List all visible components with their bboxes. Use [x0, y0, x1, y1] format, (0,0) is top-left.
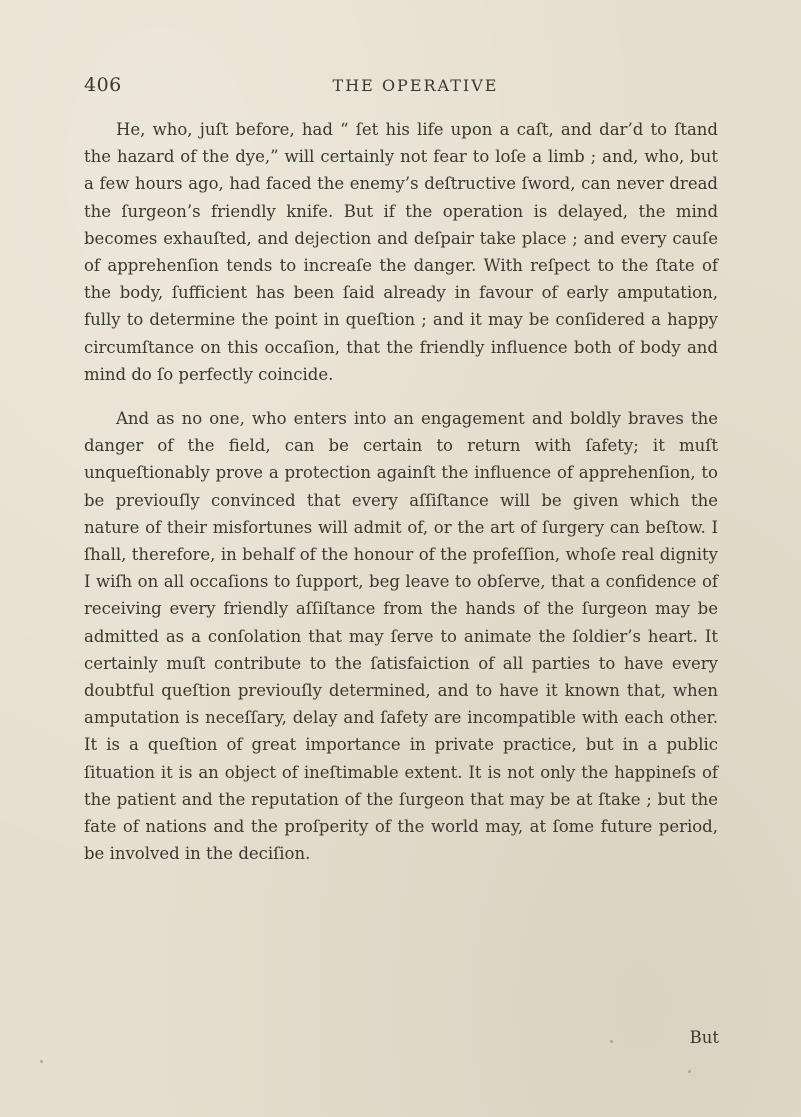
paper-speck: [610, 1040, 613, 1043]
paragraph-1: He, who, juſt before, had “ ſet his life upon a caſt, and dar’d to ſtand the hazard of the dye,” will certainly not fear to loſe a limb ; and, who, but a few hours ago, had faced the enemy’s deſtructive ſword, can never dread the ſurgeon’s friendly knife. But if the operation is delayed, the mind becomes exhauſted, and dejection and deſpair take place ; and every cauſe of apprehenſion tends to increaſe the danger. With reſpect to the ſtate of the body, ſufficient has been ſaid already in favour of early amputation, fully to determine the point in queſtion ; and it may be conſidered a happy circumſtance on this occaſion, that the friendly influence both of body and mind do ſo perfectly coincide.: [84, 120, 718, 384]
paper-speck: [688, 1070, 691, 1073]
page-header: [84, 74, 717, 104]
page-number: 406: [84, 74, 122, 96]
catchword: But: [689, 1028, 719, 1047]
paper-speck: [40, 1060, 43, 1063]
running-head: THE OPERATIVE: [332, 76, 499, 95]
body-text: [84, 116, 718, 867]
paragraph-2: And as no one, who enters into an engagement and boldly braves the danger of the field, can be certain to return with ſafety; it muſt unqueſtionably prove a protection againſt the influence of apprehenſion, to be previouſly convinced that every aſſiſtance will be given which the nature of their misfortunes will admit of, or the art of ſurgery can beſtow. I ſhall, therefore, in behalf of the honour of the profeſſion, whoſe real dignity I wiſh on all occaſions to ſupport, beg leave to obſerve, that a confidence of receiving every friendly aſſiſtance from the hands of the ſurgeon may be admitted as a conſolation that may ſerve to animate the ſoldier’s heart. It certainly muſt contribute to the ſatisfaiction of all parties to have every doubtful queſtion previouſly determined, and to have it known that, when amputation is neceſſary, delay and ſafety are incompatible with each other. It is a queſtion of great importance in private practice, but in a public ſituation it is an object of ineſtimable extent. It is not only the happineſs of the patient and the reputation of the ſurgeon that may be at ſtake ; but the fate of nations and the proſperity of the world may, at ſome future period, be involved in the deciſion.: [84, 409, 718, 864]
